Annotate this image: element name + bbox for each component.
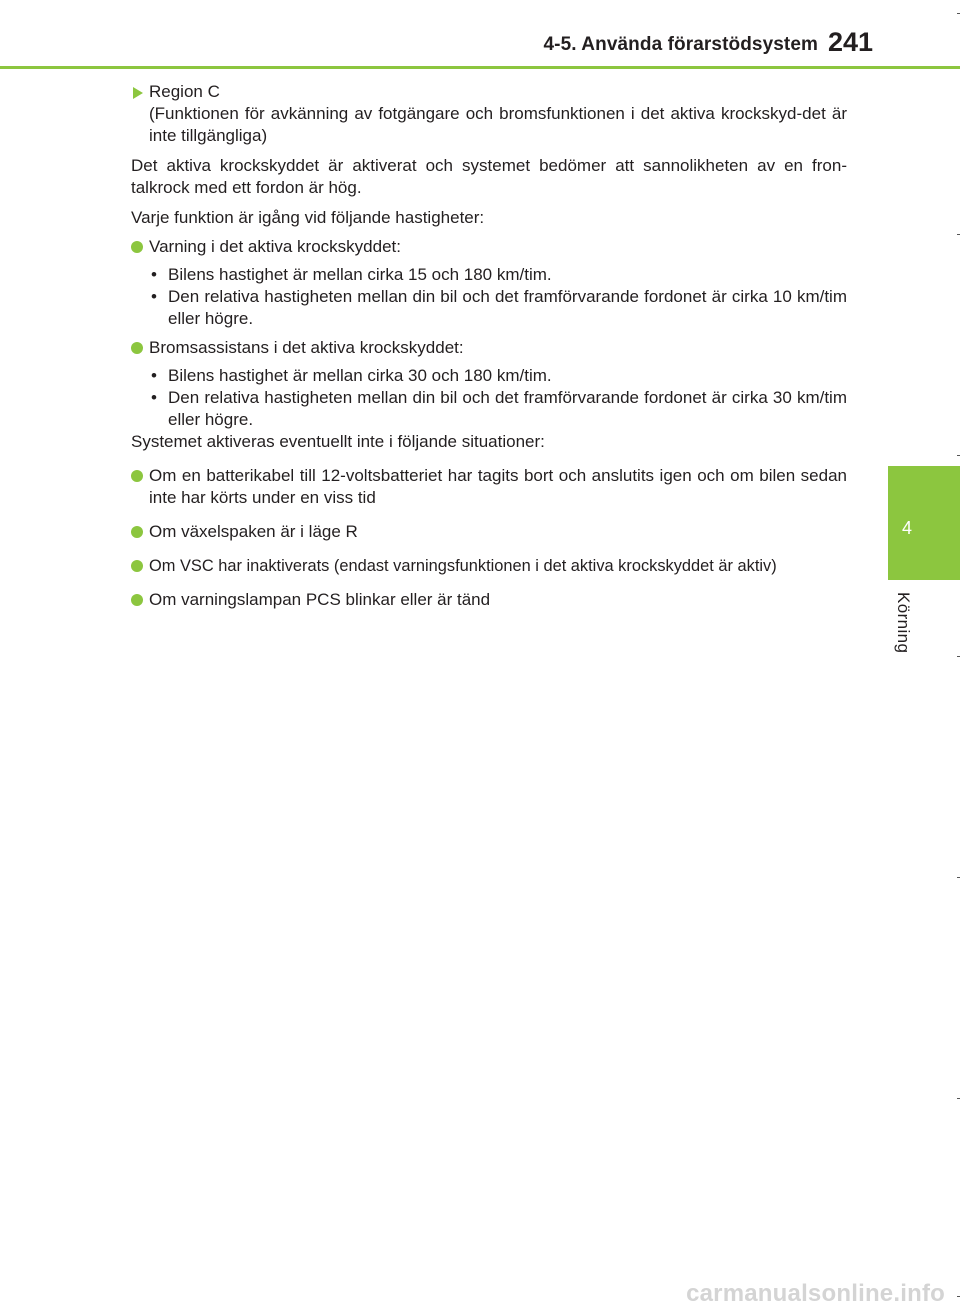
intro-paragraph: Det aktiva krockskyddet är aktiverat och systemet bedömer att sannolikheten av en fron-talkrock med ett fordon är hög. bbox=[131, 156, 847, 197]
sub-bullet-icon: • bbox=[151, 366, 157, 385]
bullet-dot-icon bbox=[131, 560, 143, 572]
header-rule bbox=[0, 66, 960, 69]
function-brake-assist bbox=[131, 337, 847, 359]
region-title: Region C bbox=[149, 82, 220, 101]
situation-text: Om växelspaken är i läge R bbox=[149, 522, 358, 541]
function-warning bbox=[131, 236, 847, 258]
bullet-dot-icon bbox=[131, 241, 143, 253]
situation-item bbox=[131, 465, 847, 509]
condition-text: Den relativa hastigheten mellan din bil och det framförvarande fordonet är cirka 30 km/tim eller högre. bbox=[168, 388, 847, 429]
chapter-number: 4 bbox=[901, 518, 912, 538]
speeds-intro: Varje funktion är igång vid följande hastigheter: bbox=[131, 208, 485, 227]
condition-text: Den relativa hastigheten mellan din bil och det framförvarande fordonet är cirka 10 km/tim eller högre. bbox=[168, 287, 847, 328]
condition-text: Bilens hastighet är mellan cirka 15 och 180 km/tim. bbox=[168, 265, 552, 284]
sub-bullet-icon: • bbox=[151, 265, 157, 284]
condition-item bbox=[149, 365, 847, 387]
region-block bbox=[131, 81, 847, 147]
function-conditions bbox=[149, 264, 847, 330]
condition-item bbox=[149, 264, 847, 286]
region-note: (Funktionen för avkänning av fotgängare och bromsfunktionen i det aktiva krockskyd-det är inte tillgängliga) bbox=[149, 104, 847, 145]
situations-intro: Systemet aktiveras eventuellt inte i följande situationer: bbox=[131, 432, 545, 451]
situation-text: Om varningslampan PCS blinkar eller är tänd bbox=[149, 590, 491, 609]
condition-item bbox=[149, 286, 847, 330]
chapter-tab bbox=[888, 466, 960, 580]
triangle-bullet-icon bbox=[133, 87, 143, 99]
section-title: 4-5. Använda förarstödsystem bbox=[543, 34, 818, 55]
function-conditions bbox=[149, 365, 847, 431]
function-label: Varning i det aktiva krockskyddet: bbox=[149, 237, 401, 256]
bullet-dot-icon bbox=[131, 470, 143, 482]
situation-item bbox=[131, 521, 847, 543]
chapter-title: Körning bbox=[894, 592, 913, 654]
page-number: 241 bbox=[828, 27, 874, 57]
bullet-dot-icon bbox=[131, 526, 143, 538]
sub-bullet-icon: • bbox=[151, 287, 157, 306]
situation-text: Om en batterikabel till 12-voltsbatteriet har tagits bort och anslutits igen och om bilen sedan inte har körts under en viss tid bbox=[149, 466, 847, 507]
situation-item bbox=[131, 555, 847, 577]
bullet-dot-icon bbox=[131, 594, 143, 606]
condition-item bbox=[149, 387, 847, 431]
page-content bbox=[131, 81, 847, 611]
condition-text: Bilens hastighet är mellan cirka 30 och 180 km/tim. bbox=[168, 366, 552, 385]
situation-text: Om VSC har inaktiverats (endast varningsfunktionen i det aktiva krockskyddet är aktiv) bbox=[149, 557, 777, 575]
function-label: Bromsassistans i det aktiva krockskyddet: bbox=[149, 338, 464, 357]
sub-bullet-icon: • bbox=[151, 388, 157, 407]
watermark: carmanualsonline.info bbox=[686, 1280, 945, 1307]
situation-item bbox=[131, 589, 847, 611]
bullet-dot-icon bbox=[131, 342, 143, 354]
